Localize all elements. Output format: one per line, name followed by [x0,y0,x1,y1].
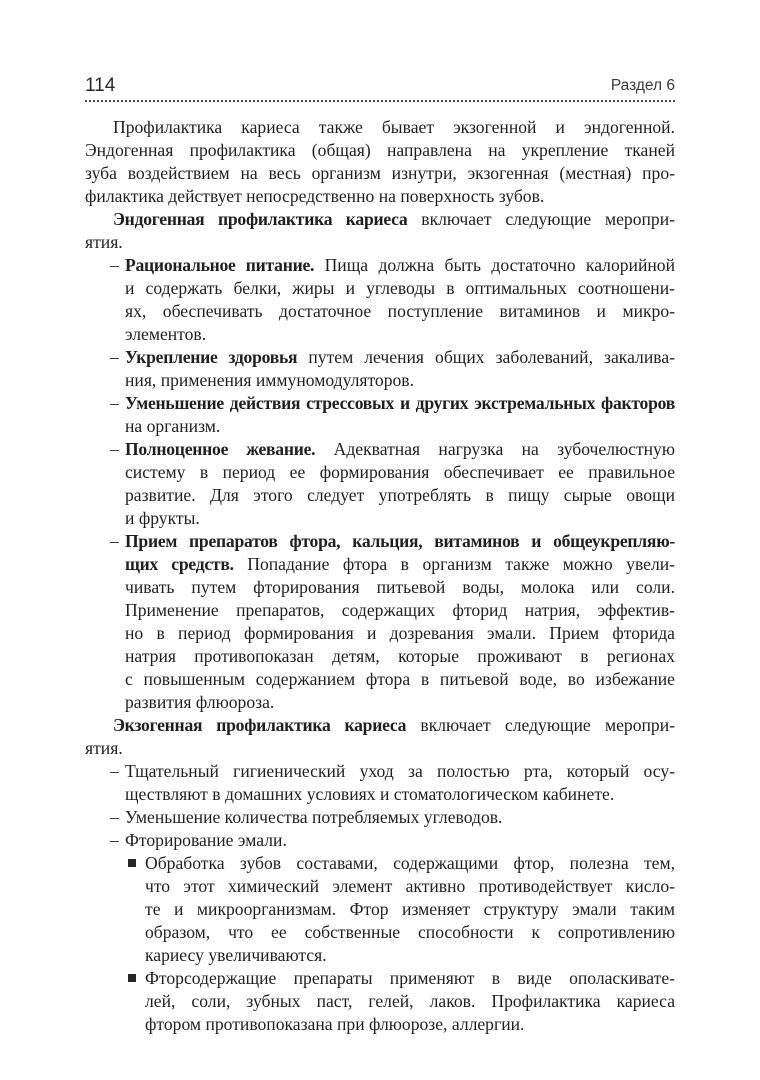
line-text: что этот химический элемент активно противодействует кисло- [145,876,675,896]
line-text: ятия. [85,738,123,758]
text-line [125,414,220,438]
bold-term: Экзогенная профилактика кариеса [113,715,407,735]
text-line [145,943,327,967]
text-line [125,529,675,553]
page-number: 114 [85,75,116,96]
text-line [125,322,206,346]
line-text: чивать путем фторирования питьевой воды, молока или соли. [125,577,675,597]
bold-term: Прием препаратов фтора, кальция, витаминов и общеукрепляю- [125,531,675,551]
text-line [125,276,675,300]
text-line [125,782,614,806]
line-text: кариесу увеличиваются. [145,945,327,965]
bold-term: Уменьшение действия стрессовых и других экстремальных факторов [125,393,675,413]
line-text: Фторсодержащие препараты применяют в виде ополаскивате- [145,968,675,988]
square-bullet-icon [128,859,136,867]
line-text: ях, обеспечивать достаточное поступление витаминов и микро- [125,301,675,321]
text-line [113,713,675,737]
dash-marker: – [110,393,119,413]
dash-marker: – [110,255,119,275]
text-line [125,575,675,599]
text-line [125,345,675,369]
line-text: лей, соли, зубных паст, гелей, лаков. Профилактика кариеса [145,991,675,1011]
text-line [85,230,123,254]
line-text: включает следующие меропри- [406,715,675,735]
line-text: филактика действует непосредственно на поверхность зубов. [85,186,545,206]
dash-marker: – [110,439,119,459]
text-line [125,805,502,829]
text-line [145,920,675,944]
dash-marker: – [110,807,119,827]
line-text: ния, применения иммуномодуляторов. [125,370,415,390]
line-text: Тщательный гигиенический уход за полостью рта, который осу- [125,761,675,781]
line-text: Профилактика кариеса также бывает экзогенной и эндогенной. [113,117,675,137]
line-text: включает следующие меропри- [407,209,675,229]
text-line [85,184,544,208]
line-text: фтором противопоказана при флюорозе, аллергии. [145,1014,525,1034]
line-text: Применение препаратов, содержащих фторид натрия, эффектив- [125,600,675,620]
line-text: на организм. [125,416,221,436]
line-text: Адекватная нагрузка на зубочелюстную [315,439,675,459]
text-line [145,874,675,898]
text-line [125,391,675,415]
text-line [145,989,675,1013]
text-line [113,207,675,231]
line-text: но в период формирования и дозревания эмали. Прием фторида [125,623,675,643]
line-text: систему в период ее формирования обеспечивает ее правильное [125,462,675,482]
bold-term: Рациональное питание. [125,255,315,275]
text-line [85,138,675,162]
section-title: Раздел 6 [610,77,675,94]
text-line [125,598,675,622]
text-line [125,437,675,461]
bold-term: Полноценное жевание. [125,439,316,459]
bold-term: щих средств. [125,554,234,574]
text-line [125,552,675,576]
line-text: образом, что ее собственные способности к сопротивлению [145,922,675,942]
line-text: Попадание фтора в организм также можно увели- [233,554,675,574]
square-bullet-icon [128,974,136,982]
line-text: натрия противопоказан детям, которые проживают в регионах [125,646,675,666]
dash-marker: – [110,761,119,781]
dash-marker: – [110,531,119,551]
text-line [125,644,675,668]
text-line [85,736,123,760]
line-text: с повышенным содержанием фтора в питьевой воде, во избежание [125,669,675,689]
line-text: те и микроорганизмам. Фтор изменяет структуру эмали таким [145,899,675,919]
line-text: и фрукты. [125,508,200,528]
text-line [125,759,675,783]
line-text: развитие. Для этого следует употреблять в пищу сырые овощи [125,485,675,505]
text-line [125,253,675,277]
text-line [125,299,675,323]
dash-marker: – [110,347,119,367]
line-text: Эндогенная профилактика (общая) направлена на укрепление тканей [85,140,675,160]
dash-marker: – [110,830,119,850]
text-line [145,966,675,990]
line-text: Пища должна быть достаточно калорийной [314,255,675,275]
line-text: развития флюороза. [125,692,275,712]
text-line [125,368,414,392]
text-line [125,483,675,507]
line-text: элементов. [125,324,207,344]
text-line [125,460,675,484]
text-line [125,621,675,645]
text-line [125,690,274,714]
text-line [145,897,675,921]
text-line [125,506,200,530]
line-text: зуба воздействием на весь организм изнутри, экзогенная (местная) про- [85,163,675,183]
text-line [125,828,287,852]
line-text: ятия. [85,232,123,252]
line-text: путем лечения общих заболеваний, закалива- [297,347,675,367]
line-text: и содержать белки, жиры и углеводы в оптимальных соотношени- [125,278,675,298]
text-line [85,161,675,185]
text-line [125,667,675,691]
line-text: Уменьшение количества потребляемых углеводов. [125,807,503,827]
text-line [145,851,675,875]
line-text: Обработка зубов составами, содержащими фтор, полезна тем, [145,853,675,873]
bold-term: Укрепление здоровья [125,347,298,367]
text-line [145,1012,524,1036]
bold-term: Эндогенная профилактика кариеса [113,209,408,229]
line-text: Фторирование эмали. [125,830,287,850]
text-line [113,115,675,139]
line-text: ществляют в домашних условиях и стоматологическом кабинете. [125,784,615,804]
